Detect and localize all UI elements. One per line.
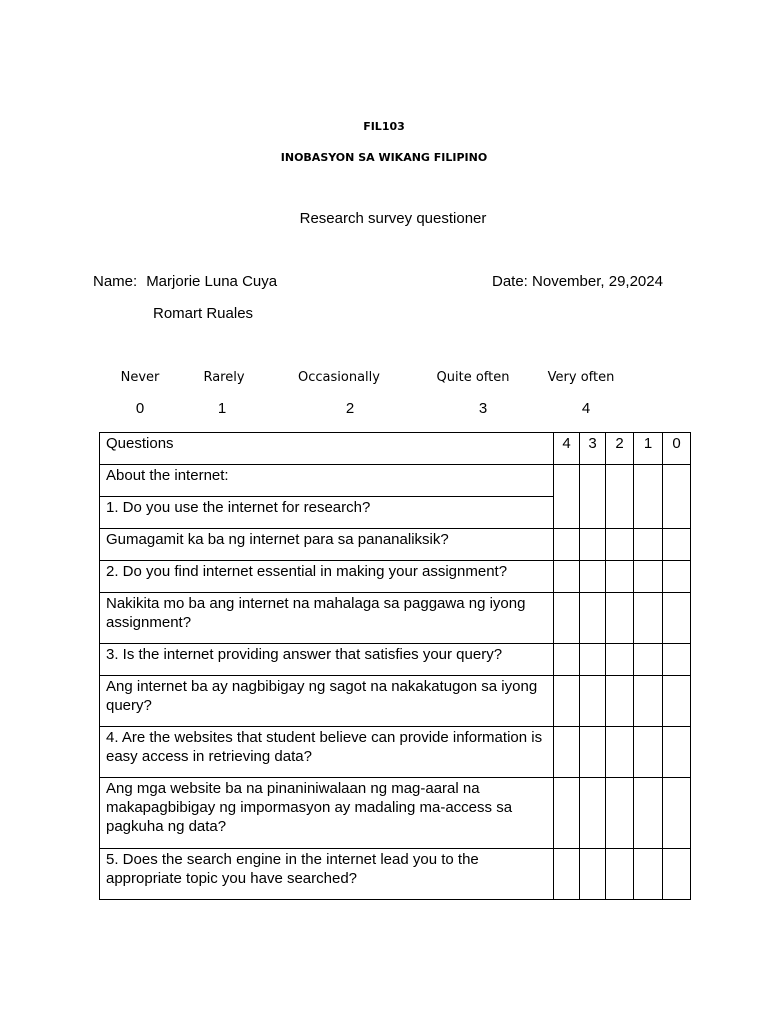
table-row — [100, 465, 691, 497]
question-cell: Ang mga website ba na pinaniniwalaan ng mag-aaral na makapagbibigay ng impormasyon ay madaling ma-access sa pagkuha ng data? — [100, 778, 554, 849]
table-row — [100, 849, 691, 900]
course-code: FIL103 — [363, 120, 405, 133]
rating-cell-1[interactable] — [634, 849, 663, 900]
scale-label-rarely: Rarely — [203, 370, 245, 385]
rating-header-2: 2 — [606, 433, 634, 465]
rating-cell-2[interactable] — [606, 849, 634, 900]
rating-cell-2[interactable] — [606, 465, 634, 529]
rating-cell-3[interactable] — [580, 727, 606, 778]
rating-cell-0[interactable] — [663, 529, 691, 561]
date-line — [492, 273, 663, 290]
scale-value-occasionally: 2 — [345, 400, 355, 417]
rating-header-3: 3 — [580, 433, 606, 465]
name-line — [93, 273, 277, 290]
rating-header-0: 0 — [663, 433, 691, 465]
rating-cell-1[interactable] — [634, 676, 663, 727]
rating-cell-1[interactable] — [634, 593, 663, 644]
rating-cell-1[interactable] — [634, 561, 663, 593]
question-cell: Gumagamit ka ba ng internet para sa pananaliksik? — [100, 529, 554, 561]
table-header-row — [100, 433, 691, 465]
scale-value-rarely: 1 — [217, 400, 227, 417]
question-cell: 4. Are the websites that student believe can provide information is easy access in retrieving data? — [100, 727, 554, 778]
rating-cell-2[interactable] — [606, 676, 634, 727]
rating-cell-4[interactable] — [554, 593, 580, 644]
rating-cell-4[interactable] — [554, 676, 580, 727]
rating-cell-0[interactable] — [663, 644, 691, 676]
rating-cell-0[interactable] — [663, 676, 691, 727]
rating-header-4: 4 — [554, 433, 580, 465]
rating-cell-0[interactable] — [663, 778, 691, 849]
section-heading: About the internet: — [100, 465, 554, 497]
rating-cell-1[interactable] — [634, 529, 663, 561]
scale-value-never: 0 — [135, 400, 145, 417]
rating-cell-2[interactable] — [606, 778, 634, 849]
table-row — [100, 593, 691, 644]
document-title: Research survey questioner — [299, 210, 487, 227]
rating-cell-4[interactable] — [554, 529, 580, 561]
rating-cell-1[interactable] — [634, 644, 663, 676]
scale-label-never: Never — [120, 370, 160, 385]
question-cell: Nakikita mo ba ang internet na mahalaga sa paggawa ng iyong assignment? — [100, 593, 554, 644]
rating-cell-4[interactable] — [554, 849, 580, 900]
rating-cell-3[interactable] — [580, 465, 606, 529]
rating-cell-3[interactable] — [580, 849, 606, 900]
rating-cell-3[interactable] — [580, 644, 606, 676]
table-row — [100, 676, 691, 727]
rating-cell-2[interactable] — [606, 593, 634, 644]
rating-cell-2[interactable] — [606, 529, 634, 561]
rating-cell-1[interactable] — [634, 465, 663, 529]
rating-cell-4[interactable] — [554, 465, 580, 529]
scale-label-very-often: Very often — [547, 370, 615, 385]
question-cell: 2. Do you find internet essential in making your assignment? — [100, 561, 554, 593]
course-title: INOBASYON SA WIKANG FILIPINO — [280, 151, 488, 164]
table-row — [100, 727, 691, 778]
question-cell: 1. Do you use the internet for research? — [100, 497, 554, 529]
table-row — [100, 561, 691, 593]
name-value-2: Romart Ruales — [153, 305, 254, 322]
table-row — [100, 644, 691, 676]
rating-cell-0[interactable] — [663, 849, 691, 900]
rating-cell-0[interactable] — [663, 727, 691, 778]
rating-cell-4[interactable] — [554, 561, 580, 593]
rating-cell-2[interactable] — [606, 727, 634, 778]
date-label: Date: — [492, 273, 528, 290]
table-row — [100, 529, 691, 561]
rating-cell-3[interactable] — [580, 676, 606, 727]
rating-cell-3[interactable] — [580, 778, 606, 849]
name-value-1: Marjorie Luna Cuya — [146, 273, 278, 290]
rating-cell-3[interactable] — [580, 561, 606, 593]
scale-label-quite-often: Quite often — [436, 370, 510, 385]
question-cell: Ang internet ba ay nagbibigay ng sagot na nakakatugon sa iyong query? — [100, 676, 554, 727]
rating-cell-0[interactable] — [663, 593, 691, 644]
rating-cell-3[interactable] — [580, 529, 606, 561]
rating-cell-2[interactable] — [606, 644, 634, 676]
date-value: November, 29,2024 — [532, 273, 663, 290]
rating-cell-1[interactable] — [634, 727, 663, 778]
rating-header-1: 1 — [634, 433, 663, 465]
table-row — [100, 778, 691, 849]
rating-cell-3[interactable] — [580, 593, 606, 644]
survey-table — [99, 432, 691, 900]
scale-label-occasionally: Occasionally — [298, 370, 380, 385]
rating-cell-4[interactable] — [554, 644, 580, 676]
rating-cell-0[interactable] — [663, 465, 691, 529]
question-cell: 3. Is the internet providing answer that satisfies your query? — [100, 644, 554, 676]
questions-header: Questions — [100, 433, 554, 465]
scale-value-quite-often: 3 — [478, 400, 488, 417]
rating-cell-1[interactable] — [634, 778, 663, 849]
name-label: Name: — [93, 273, 138, 290]
rating-cell-4[interactable] — [554, 778, 580, 849]
scale-value-very-often: 4 — [581, 400, 591, 417]
rating-cell-4[interactable] — [554, 727, 580, 778]
rating-cell-2[interactable] — [606, 561, 634, 593]
question-cell: 5. Does the search engine in the internet lead you to the appropriate topic you have searched? — [100, 849, 554, 900]
rating-cell-0[interactable] — [663, 561, 691, 593]
